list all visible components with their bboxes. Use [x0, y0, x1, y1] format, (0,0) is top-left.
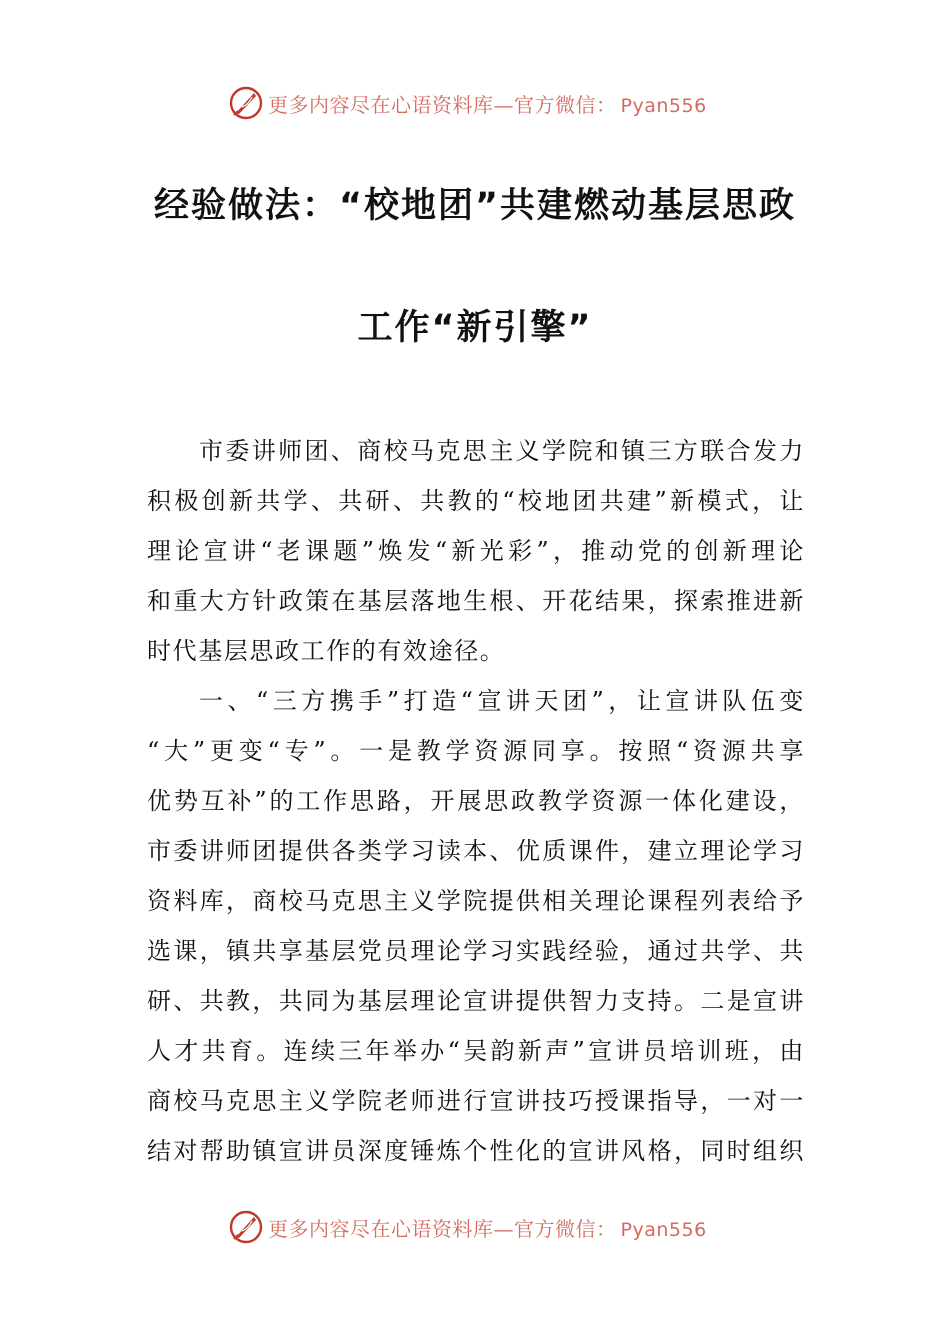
body-line: 时代基层思政工作的有效途径。 — [147, 637, 506, 665]
body-line: 商校马克思主义学院老师进行宣讲技巧授课指导，一对一 — [147, 1087, 805, 1115]
body-line: “大”更变“专”。一是教学资源同享。按照“资源共享 — [147, 737, 805, 765]
article-title-line-2: 工作“新引擎” — [357, 308, 593, 348]
body-line: 市委讲师团提供各类学习读本、优质课件，建立理论学习 — [147, 837, 805, 865]
article-body — [147, 426, 805, 1176]
body-line: 人才共育。连续三年举办“吴韵新声”宣讲员培训班，由 — [147, 1037, 805, 1065]
body-line: 研、共教，共同为基层理论宣讲提供智力支持。二是宣讲 — [147, 987, 805, 1015]
article-title-line-1: 经验做法：“校地团”共建燃动基层思政 — [153, 186, 796, 226]
body-line: 理论宣讲“老课题”焕发“新光彩”，推动党的创新理论 — [147, 537, 805, 565]
quill-logo-icon — [228, 85, 264, 121]
watermark-text — [268, 1213, 707, 1242]
watermark-banner-top — [228, 83, 748, 123]
body-line: 选课，镇共享基层党员理论学习实践经验，通过共学、共 — [147, 937, 805, 965]
body-line: 优势互补”的工作思路，开展思政教学资源一体化建设， — [147, 787, 805, 815]
watermark-banner-bottom — [228, 1207, 748, 1247]
watermark-wechat-id: Pyan556 — [620, 94, 707, 117]
body-line: 一、“三方携手”打造“宣讲天团”，让宣讲队伍变 — [199, 687, 805, 715]
watermark-text — [268, 89, 707, 118]
body-line: 市委讲师团、商校马克思主义学院和镇三方联合发力 — [199, 437, 805, 465]
body-line: 结对帮助镇宣讲员深度锤炼个性化的宣讲风格，同时组织 — [147, 1137, 805, 1165]
watermark-slogan: 更多内容尽在心语资料库—官方微信： — [268, 1216, 617, 1241]
watermark-slogan: 更多内容尽在心语资料库—官方微信： — [268, 92, 617, 117]
quill-logo-icon — [228, 1209, 264, 1245]
body-line: 资料库，商校马克思主义学院提供相关理论课程列表给予 — [147, 887, 805, 915]
body-line: 和重大方针政策在基层落地生根、开花结果，探索推进新 — [147, 587, 805, 615]
body-line: 积极创新共学、共研、共教的“校地团共建”新模式，让 — [147, 487, 805, 515]
watermark-wechat-id: Pyan556 — [620, 1218, 707, 1241]
